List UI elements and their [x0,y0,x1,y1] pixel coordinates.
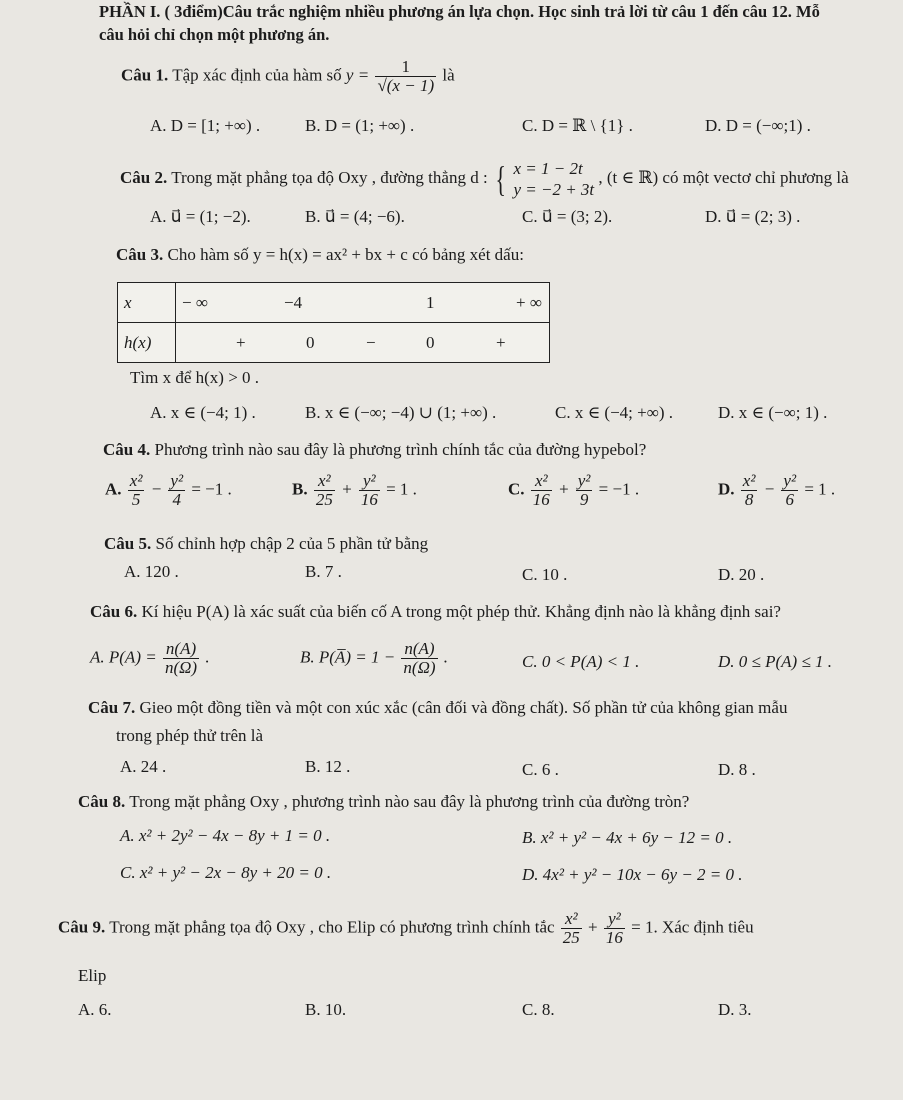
question-9-cont: Elip [78,966,107,985]
q6-option-c[interactable]: C. 0 < P(A) < 1 . [522,652,640,671]
parametric-system: x = 1 − 2t y = −2 + 3t [513,159,595,200]
q2-option-d[interactable]: D. u⃗ = (2; 3) . [705,207,801,226]
q7-option-d[interactable]: D. 8 . [718,760,756,779]
q1-option-b[interactable]: B. D = (1; +∞) . [305,116,415,135]
q6-option-d[interactable]: D. 0 ≤ P(A) ≤ 1 . [718,652,833,671]
function-lhs: y = [345,65,370,85]
fraction: $\frac{1}{√(x - 1)}$ [377,57,435,95]
section-header-line1: PHẦN I. ( 3điểm)Câu trắc nghiệm nhiều phương án lựa chọn. Học sinh trả lời từ câu 1 đến câu 12. Mỗ [99,2,820,21]
q2-option-c[interactable]: C. u⃗ = (3; 2). [522,207,613,226]
q7-option-b[interactable]: B. 12 . [305,757,351,776]
q5-option-c[interactable]: C. 10 . [522,565,568,584]
q8-option-b[interactable]: B. x² + y² − 4x + 6y − 12 = 0 . [522,828,733,847]
system-brace: { [495,159,506,200]
q3-option-d[interactable]: D. x ∈ (−∞; 1) . [718,403,828,422]
question-7: Câu 7. Gieo một đồng tiền và một con xúc xắc (cân đối và đồng chất). Số phần tử của không gian mẫu [88,698,788,717]
question-label: Câu 1. [121,65,169,85]
q1-option-d[interactable]: D. D = (−∞;1) . [705,116,811,135]
q5-option-b[interactable]: B. 7 . [305,562,342,581]
q8-option-c[interactable]: C. x² + y² − 2x − 8y + 20 = 0 . [120,863,332,882]
question-5: Câu 5. Số chỉnh hợp chập 2 của 5 phần tử bằng [104,534,429,553]
q9-option-b[interactable]: B. 10. [305,1000,347,1019]
q7-option-a[interactable]: A. 24 . [120,757,167,776]
q4-option-a[interactable]: A. $\frac{\text{x²}}{5}$ − $\frac{\text{y²}}{4}$ = −1 . [105,471,232,509]
q2-option-a[interactable]: A. u⃗ = (1; −2). [150,207,251,226]
q3-option-c[interactable]: C. x ∈ (−4; +∞) . [555,403,674,422]
q4-option-d[interactable]: D. $\frac{\text{x²}}{8}$ − $\frac{\text{y²}}{6}$ = 1 . [718,471,836,509]
q6-option-b[interactable]: B. P(A̅) = 1 − $\frac{n(A)}{n(\Omega)}$ . [300,639,449,677]
q9-option-a[interactable]: A. 6. [78,1000,112,1019]
question-7-cont: trong phép thử trên là [116,726,264,745]
question-tail: là [442,65,455,85]
q3-ask: Tìm x để h(x) > 0 . [130,368,260,387]
q3-option-b[interactable]: B. x ∈ (−∞; −4) ∪ (1; +∞) . [305,403,497,422]
q9-option-c[interactable]: C. 8. [522,1000,555,1019]
q8-option-d[interactable]: D. 4x² + y² − 10x − 6y − 2 = 0 . [522,865,743,884]
question-1 [121,58,455,95]
section-header-line2: câu hỏi chỉ chọn một phương án. [99,25,330,44]
question-text: Tập xác định của hàm số [172,65,342,85]
q5-option-d[interactable]: D. 20 . [718,565,765,584]
question-8: Câu 8. Trong mặt phẳng Oxy , phương trình nào sau đây là phương trình của đường tròn? [78,792,690,811]
q1-option-c[interactable]: C. D = ℝ \ {1} . [522,116,633,135]
q2-option-b[interactable]: B. u⃗ = (4; −6). [305,207,405,226]
q4-option-c[interactable]: C. $\frac{\text{x²}}{16}$ + $\frac{\text{y²}}{9}$ = −1 . [508,471,640,509]
question-9: Câu 9. Trong mặt phẳng tọa độ Oxy , cho Elip có phương trình chính tắc $\frac{\text{x²}}{25}$ + $\frac{\text{y²}}{16}$ = 1. Xác định tiêu [58,909,754,947]
question-6: Câu 6. Kí hiệu P(A) là xác suất của biến cố A trong một phép thử. Khẳng định nào là khẳng định sai? [90,602,781,621]
q9-option-d[interactable]: D. 3. [718,1000,752,1019]
sign-table-row-h: h(x) + 0 − 0 + [118,323,550,363]
sign-table-row-x: x − ∞ −4 1 + ∞ [118,283,550,323]
q3-option-a[interactable]: A. x ∈ (−4; 1) . [150,403,256,422]
question-2: Câu 2. Trong mặt phẳng tọa độ Oxy , đường thẳng d : { x = 1 − 2t y = −2 + 3t , (t ∈ ℝ) có một vectơ chỉ phương là [120,159,849,200]
question-3: Câu 3. Cho hàm số y = h(x) = ax² + bx + c có bảng xét dấu: [116,245,524,264]
q7-option-c[interactable]: C. 6 . [522,760,559,779]
question-4: Câu 4. Phương trình nào sau đây là phương trình chính tắc của đường hypebol? [103,440,647,459]
q8-option-a[interactable]: A. x² + 2y² − 4x − 8y + 1 = 0 . [120,826,331,845]
q5-option-a[interactable]: A. 120 . [124,562,179,581]
q1-option-a[interactable]: A. D = [1; +∞) . [150,116,261,135]
q6-option-a[interactable]: A. P(A) = $\frac{n(A)}{n(\Omega)}$ . [90,639,210,677]
sign-table [117,282,550,363]
q4-option-b[interactable]: B. $\frac{\text{x²}}{25}$ + $\frac{\text{y²}}{16}$ = 1 . [292,471,417,509]
